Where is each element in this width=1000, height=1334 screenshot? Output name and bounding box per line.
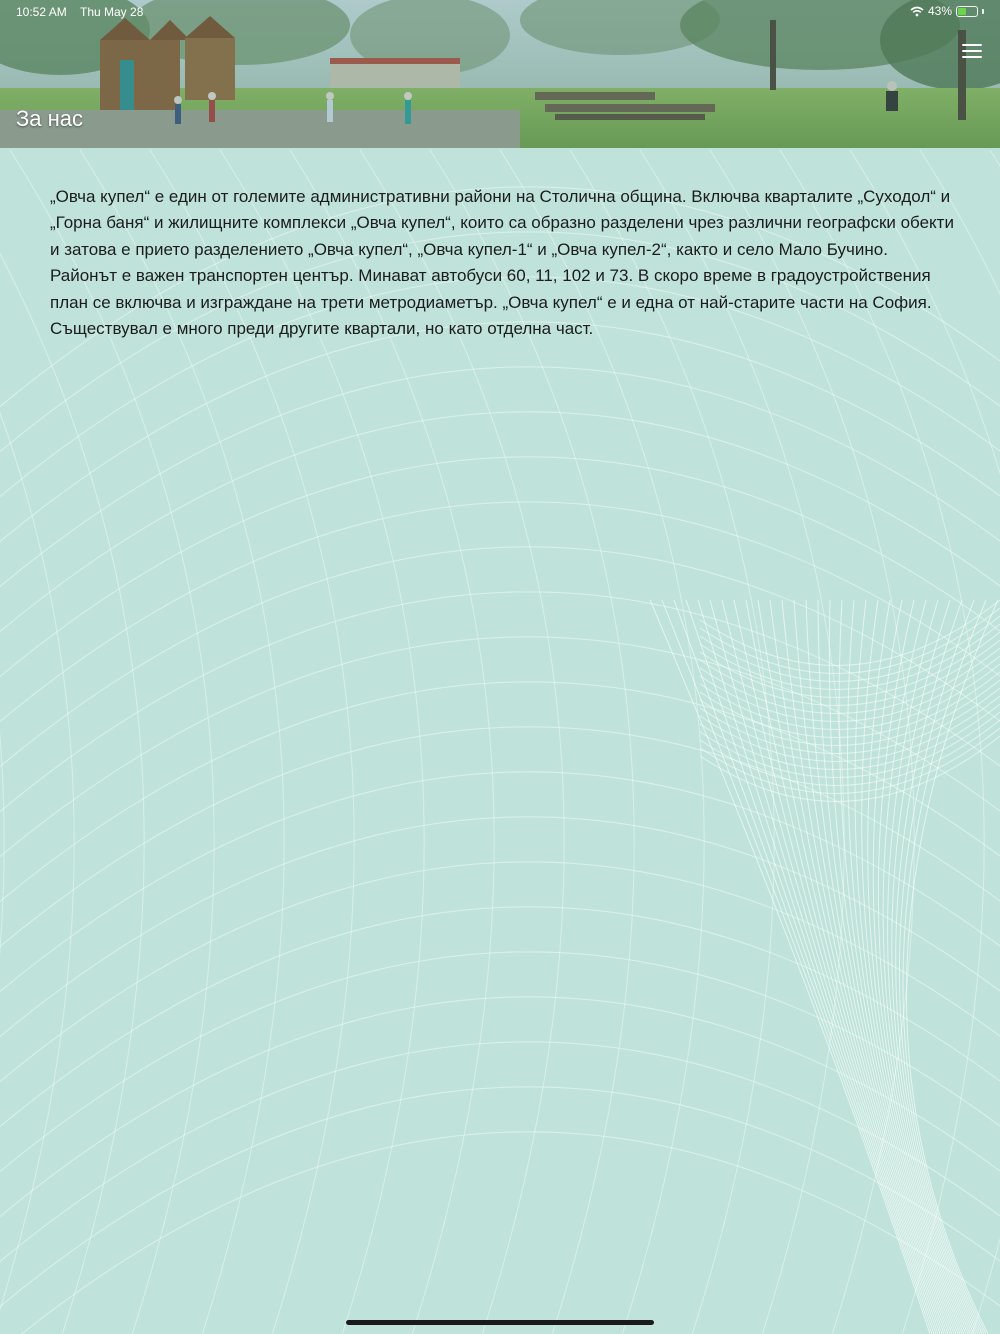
status-bar: [0, 0, 1000, 24]
home-indicator[interactable]: [346, 1320, 654, 1325]
battery-percentage: 43%: [927, 4, 952, 18]
about-paragraph: „Овча купел“ е един от големите административни райони на Столична община. Включва кварталите „Суходол“ и „Горна баня“ и жилищните комплекси „Овча купел“, които са образно разделени чрез различни географски обекти и затова е прието разделението „Овча купел“, „Овча купел-1“ и „Овча купел-2“, както и село Мало Бучино. Районът е важен транспортен център. Минават автобуси 60, 11, 102 и 73. В скоро време в градоустройствения план се включва и изграждане на трети метродиаметър. „Овча купел“ е и една от най-старите части на София. Съществувал е много преди другите квартали, но като отделна част.: [50, 187, 954, 339]
page-title: За нас: [16, 106, 84, 131]
status-time: 10:52 AM: [16, 5, 67, 19]
main-content: [50, 184, 955, 342]
status-date: Thu May 28: [80, 5, 144, 19]
status-indicators: [910, 4, 984, 18]
battery-icon: [956, 6, 978, 17]
hamburger-menu-icon[interactable]: [962, 44, 982, 60]
wifi-icon: [910, 6, 924, 17]
battery-cap: [982, 9, 984, 14]
header-banner: [0, 0, 1000, 148]
